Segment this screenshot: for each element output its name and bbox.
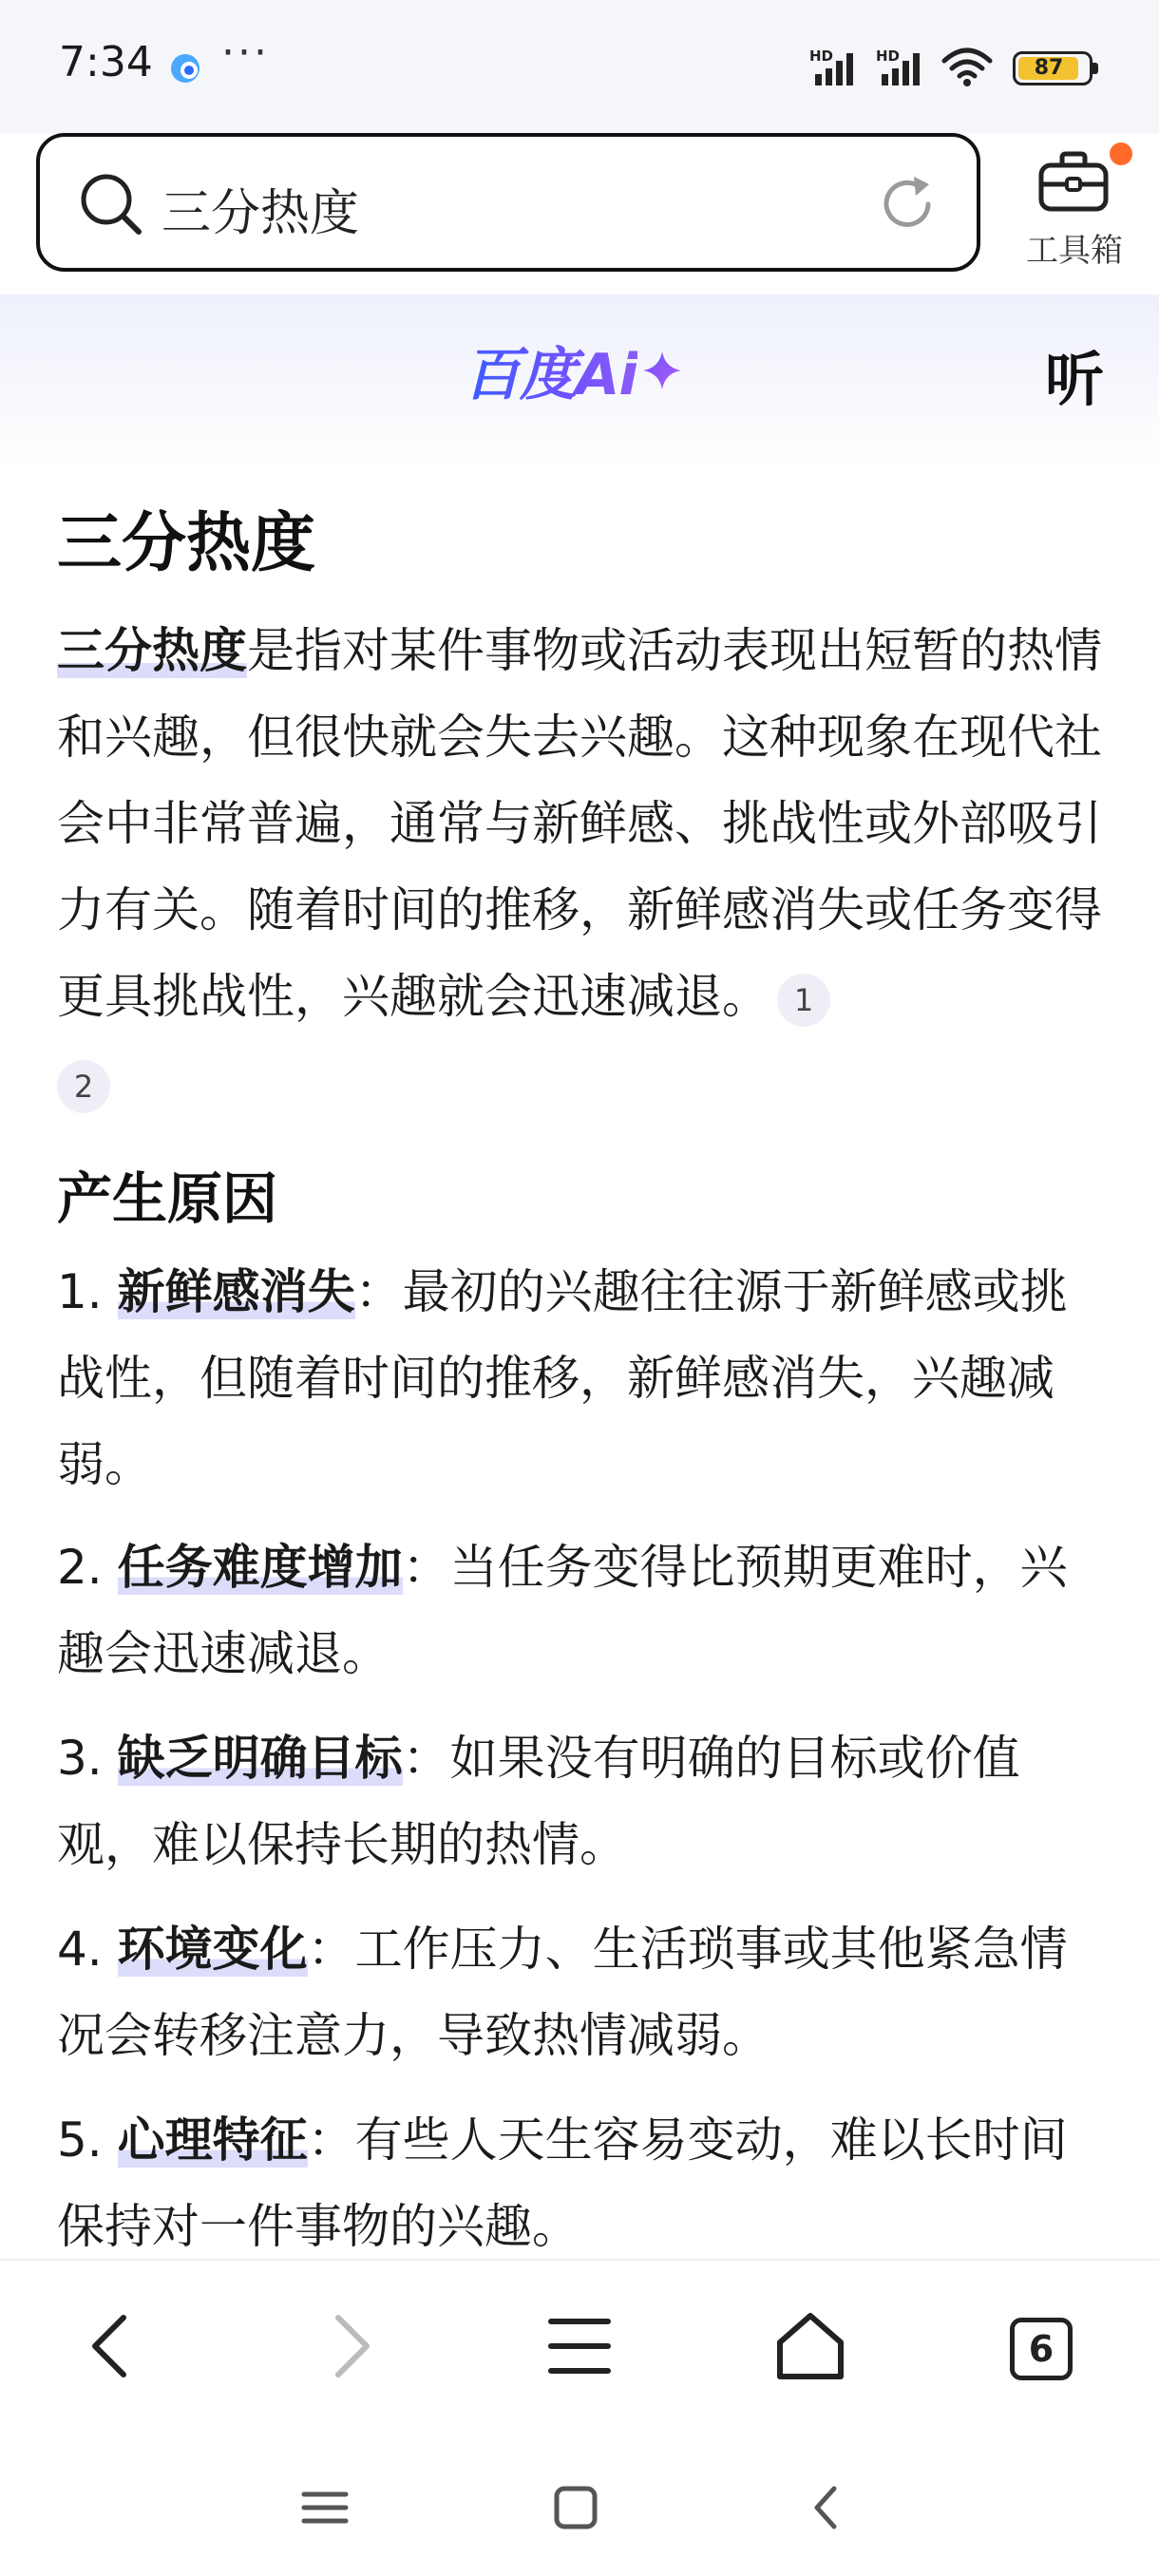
list-item [57,1715,1102,1888]
list-item-text: ：当任务变得比预期更难时，兴趣会迅速减退。 [57,1540,1068,1681]
search-icon [78,171,144,237]
toolbox-label: 工具箱 [1026,232,1123,270]
list-item-term[interactable]: 任务难度增加 [117,1540,403,1595]
list-item-term[interactable]: 环境变化 [117,1922,308,1977]
list-item-term[interactable]: 缺乏明确目标 [117,1731,403,1786]
list-item [57,2097,1102,2259]
toolbox-icon [1036,148,1112,215]
list-item-number: 1. [57,1264,103,1319]
citation-badge[interactable]: 1 [777,974,830,1027]
signal-icon [809,47,866,85]
list-item-number: 3. [57,1731,103,1786]
battery-icon [1013,51,1092,85]
system-navigation-bar [0,2430,1159,2576]
system-back-icon[interactable] [798,2479,855,2536]
signal-hd-label: HD [809,47,834,65]
list-item-term[interactable]: 新鲜感消失 [117,1264,355,1319]
ai-answer-panel [0,294,1159,2259]
list-item [57,1525,1102,1697]
signal-icon-2 [876,47,933,85]
list-item-number: 2. [57,1540,103,1595]
battery-percent: 87 [1034,56,1064,80]
list-item-number: 4. [57,1922,103,1977]
status-time: 7:34 [59,38,153,86]
back-icon[interactable] [66,2299,162,2394]
search-query: 三分热度 [162,185,360,242]
signal-hd-label-2: HD [876,47,901,65]
intro-text: 是指对某件事物或活动表现出短暂的热情和兴趣，但很快就会失去兴趣。这种现象在现代社会中非常普遍，通常与新鲜感、挑战性或外部吸引力有关。随着时间的推移，新鲜感消失或任务变得更具挑战性，兴趣就会迅速减退。 [57,623,1102,1024]
listen-button[interactable]: 听 [1044,345,1104,414]
baidu-ai-logo-text: 百度Ai [464,330,637,411]
tabs-button[interactable]: 6 [1010,2318,1073,2380]
forward-icon[interactable] [300,2299,395,2394]
home-square-icon[interactable] [547,2479,604,2536]
recents-icon[interactable] [296,2479,353,2536]
intro-term[interactable]: 三分热度 [57,623,247,678]
intro-paragraph [57,608,1102,1127]
section-title: 产生原因 [57,1166,278,1231]
list-item-text: ：如果没有明确的目标或价值观，难以保持长期的热情。 [57,1731,1020,1872]
search-input[interactable] [36,133,980,272]
menu-icon[interactable] [532,2299,627,2394]
list-item [57,1906,1102,2079]
list-item-text: ：有些人天生容易变动，难以长时间保持对一件事物的兴趣。 [57,2112,1068,2254]
list-item [57,1249,1102,1508]
browser-toolbar [0,2259,1159,2430]
list-item-number: 5. [57,2112,103,2168]
list-item-term[interactable]: 心理特征 [117,2112,308,2168]
sparkle-icon [641,350,683,391]
article-title: 三分热度 [57,506,316,581]
app-notification-icon [166,49,208,87]
home-icon[interactable] [763,2299,858,2394]
toolbox-button[interactable] [1013,142,1136,275]
status-more-icon: ··· [221,28,270,77]
list-item-text: ：最初的兴趣往往源于新鲜感或挑战性，但随着时间的推移，新鲜感消失，兴趣减弱。 [57,1264,1068,1492]
list-item-text: ：工作压力、生活琐事或其他紧急情况会转移注意力，导致热情减弱。 [57,1922,1068,2063]
baidu-ai-logo [464,332,683,408]
status-bar [0,0,1159,133]
citation-badge[interactable]: 2 [57,1060,110,1113]
wifi-icon [940,46,994,87]
refresh-icon[interactable] [876,173,939,236]
toolbox-badge [1110,142,1132,165]
